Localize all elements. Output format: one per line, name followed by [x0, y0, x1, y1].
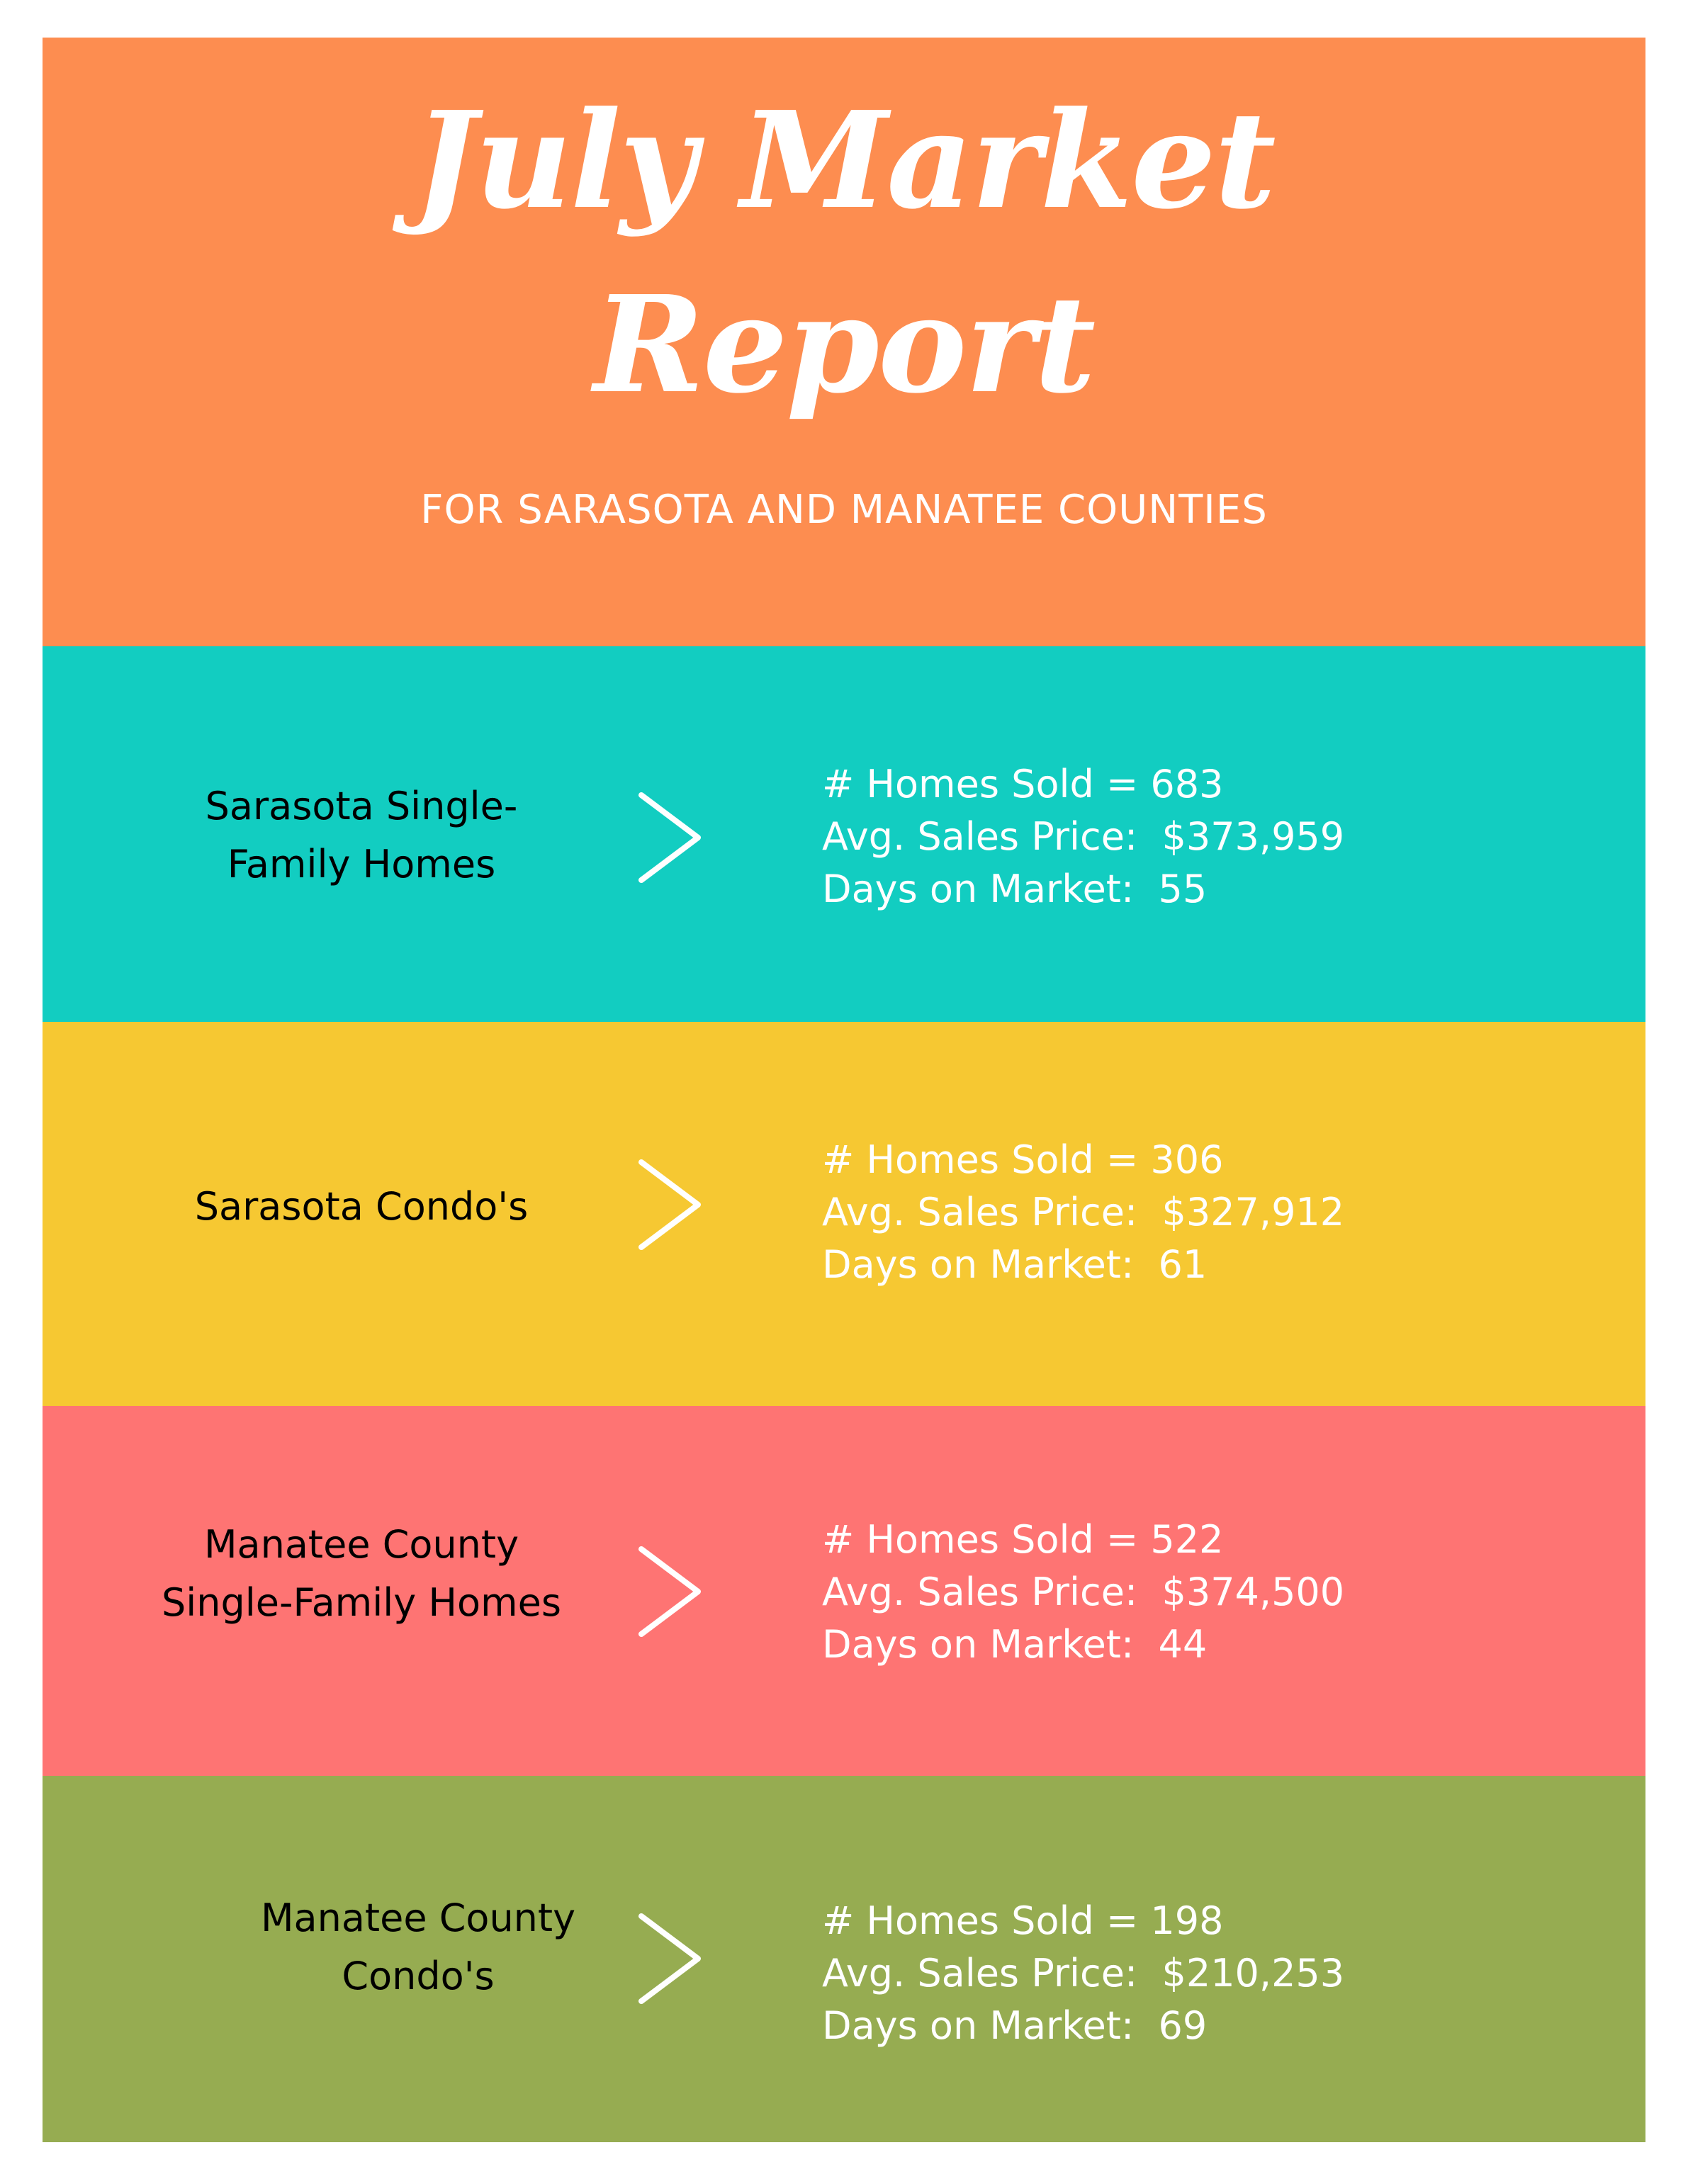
section-stats	[822, 1514, 1587, 1671]
avg-sales-price: Avg. Sales Price: $327,912	[822, 1190, 1345, 1234]
homes-sold: # Homes Sold = 198	[822, 1898, 1224, 1943]
section-stats	[822, 1895, 1587, 2052]
section-label	[99, 777, 624, 894]
report-subtitle: FOR SARASOTA AND MANATEE COUNTIES	[420, 487, 1268, 533]
days-on-market: Days on Market: 55	[822, 867, 1208, 911]
section-sarasota-single-family	[43, 646, 1645, 1022]
homes-sold: # Homes Sold = 522	[822, 1517, 1224, 1562]
days-on-market: Days on Market: 69	[822, 2003, 1208, 2048]
report-title-line-1: July Market	[413, 82, 1275, 239]
section-label-line-2: Single-Family Homes	[161, 1580, 562, 1625]
section-stats	[822, 1134, 1587, 1291]
section-label-line-1: Manatee County	[260, 1896, 576, 1940]
days-on-market: Days on Market: 44	[822, 1622, 1208, 1667]
section-label	[198, 1889, 638, 2005]
section-label-line-1: Manatee County	[203, 1522, 519, 1567]
report-header	[43, 38, 1645, 646]
homes-sold: # Homes Sold = 683	[822, 762, 1224, 806]
report-title-line-2: Report	[593, 266, 1095, 423]
section-label-line-2: Family Homes	[227, 842, 496, 886]
section-label-line-2: Condo's	[342, 1954, 495, 1998]
days-on-market: Days on Market: 61	[822, 1242, 1208, 1287]
avg-sales-price: Avg. Sales Price: $373,959	[822, 814, 1345, 859]
avg-sales-price: Avg. Sales Price: $210,253	[822, 1951, 1345, 1996]
section-stats	[822, 758, 1587, 916]
chevron-right-icon	[627, 788, 712, 887]
section-manatee-condos	[43, 1776, 1645, 2142]
section-label	[99, 1516, 624, 1632]
section-manatee-single-family	[43, 1406, 1645, 1776]
chevron-right-icon	[627, 1542, 712, 1641]
homes-sold: # Homes Sold = 306	[822, 1137, 1224, 1182]
chevron-right-icon	[627, 1909, 712, 2008]
section-label-line-1: Sarasota Single-	[205, 784, 518, 828]
section-label-line-1: Sarasota Condo's	[194, 1184, 529, 1229]
section-label	[99, 1178, 624, 1236]
avg-sales-price: Avg. Sales Price: $374,500	[822, 1570, 1345, 1614]
chevron-right-icon	[627, 1155, 712, 1254]
market-report	[43, 38, 1645, 2142]
section-sarasota-condos	[43, 1022, 1645, 1406]
